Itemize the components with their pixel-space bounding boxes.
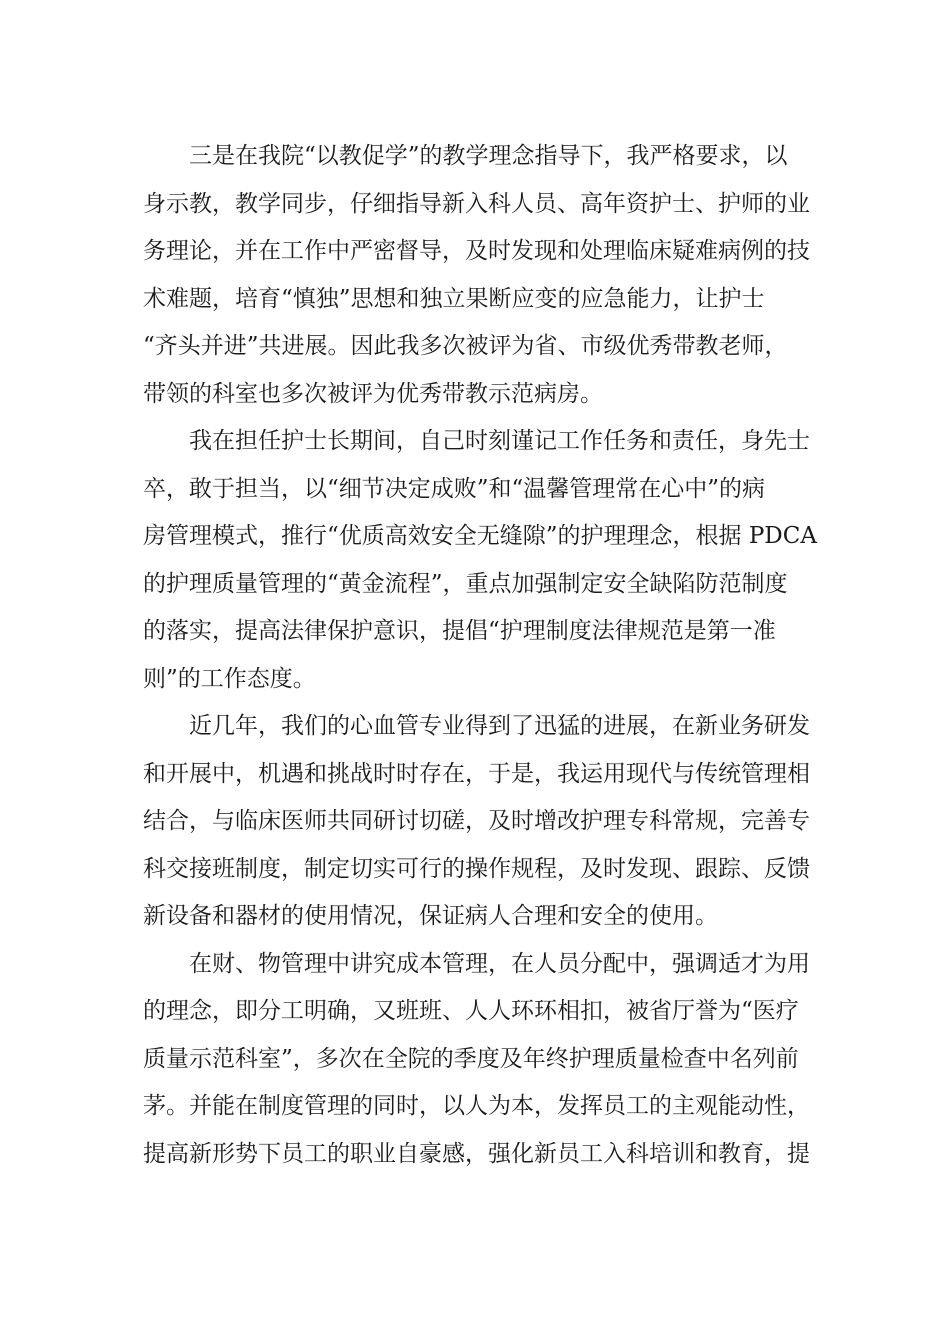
text-line: 我在担任护士长期间，自己时刻谨记工作任务和责任，身先士: [143, 428, 810, 454]
paragraph-teaching: [143, 133, 810, 418]
text-line: 的落实，提高法律保护意识，提倡“护理制度法律规范是第一准: [143, 618, 776, 644]
paragraph-cardiovascular: [143, 703, 810, 941]
text-line: 质量示范科室”，多次在全院的季度及年终护理质量检查中名列前: [143, 1045, 799, 1072]
text-line: 结合，与临床医师共同研讨切磋，及时增改护理专科常规，完善专: [143, 808, 810, 834]
text-line: 身示教，教学同步，仔细指导新入科人员、高年资护士、护师的业: [143, 190, 810, 217]
paragraph-cost-management: [143, 941, 810, 1179]
text-line: 三是在我院“以教促学”的教学理念指导下，我严格要求，以: [143, 143, 788, 169]
text-line: 的理念，即分工明确，又班班、人人环环相扣，被省厅誉为“医疗: [143, 998, 799, 1024]
text-line: 科交接班制度，制定切实可行的操作规程，及时发现、跟踪、反馈: [143, 855, 810, 882]
text-line: 的护理质量管理的“黄金流程”，重点加强制定安全缺陷防范制度: [143, 570, 788, 597]
text-line: 茅。并能在制度管理的同时，以人为本，发挥员工的主观能动性，: [143, 1093, 810, 1119]
text-line: “齐头并进”共进展。因此我多次被评为省、市级优秀带教老师，: [143, 333, 788, 359]
text-line: 提高新形势下员工的职业自豪感，强化新员工入科培训和教育，提: [143, 1140, 810, 1167]
text-line: 和开展中，机遇和挑战时时存在，于是，我运用现代与传统管理相: [143, 760, 810, 787]
text-line: 卒，敢于担当，以“细节决定成败”和“温馨管理常在心中”的病: [143, 475, 766, 502]
text-line: 务理论，并在工作中严密督导，及时发现和处理临床疑难病例的技: [143, 238, 810, 264]
text-line: 房管理模式，推行“优质高效安全无缝隙”的护理理念，根据 PDCA: [143, 523, 817, 549]
text-line: 在财、物管理中讲究成本管理，在人员分配中，强调适才为用: [143, 950, 810, 977]
paragraph-head-nurse: [143, 418, 817, 703]
document-body: [143, 133, 817, 1178]
text-line: 带领的科室也多次被评为优秀带教示范病房。: [143, 380, 603, 407]
text-line: 近几年，我们的心血管专业得到了迅猛的进展，在新业务研发: [143, 713, 810, 739]
text-line: 术难题，培育“慎独”思想和独立果断应变的应急能力，让护士: [143, 285, 765, 312]
text-line: 则”的工作态度。: [143, 665, 316, 692]
text-line: 新设备和器材的使用情况，保证病人合理和安全的使用。: [143, 903, 718, 929]
